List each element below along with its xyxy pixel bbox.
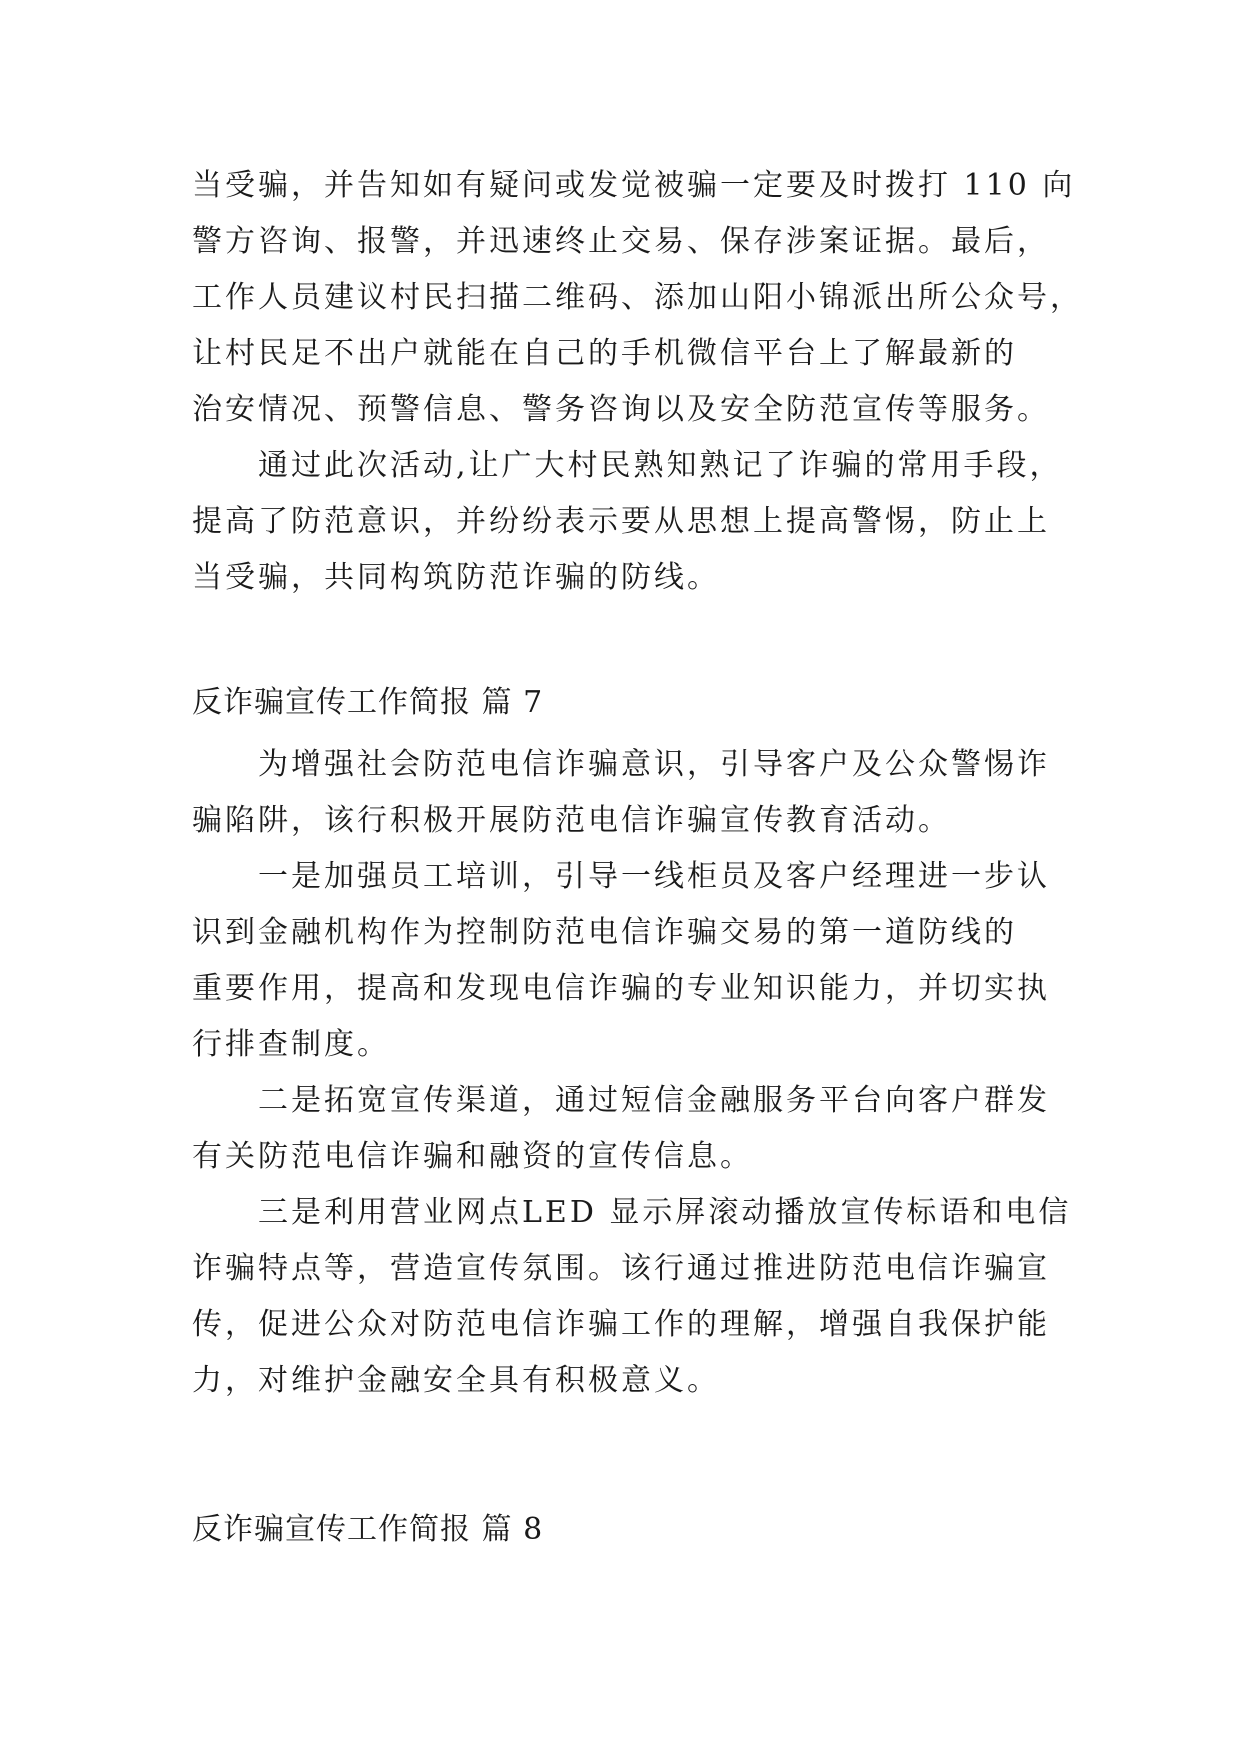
paragraph-point-1	[192, 849, 1077, 1073]
text-line: 识到金融机构作为控制防范电信诈骗交易的第一道防线的	[192, 915, 1017, 950]
text-line: 当受骗，并告知如有疑问或发觉被骗一定要及时拨打 110 向	[192, 168, 1076, 203]
text-line: 让村民足不出户就能在自己的手机微信平台上了解最新的	[192, 336, 1017, 371]
text-line: 诈骗特点等，营造宣传氛围。该行通过推进防范电信诈骗宣	[192, 1251, 1050, 1286]
text-line: 重要作用，提高和发现电信诈骗的专业知识能力，并切实执	[192, 971, 1050, 1006]
text-line: 传，促进公众对防范电信诈骗工作的理解，增强自我保护能	[192, 1307, 1050, 1342]
paragraph-summary	[192, 438, 1077, 606]
paragraph-intro	[192, 737, 1077, 849]
text-line: 治安情况、预警信息、警务咨询以及安全防范宣传等服务。	[192, 392, 1050, 427]
text-line: 二是拓宽宣传渠道，通过短信金融服务平台向客户群发	[258, 1083, 1050, 1118]
section-heading-7: 反诈骗宣传工作简报 篇 7	[192, 685, 544, 720]
text-line: 提高了防范意识，并纷纷表示要从思想上提高警惕，防止上	[192, 504, 1050, 539]
text-line: 为增强社会防范电信诈骗意识，引导客户及公众警惕诈	[258, 747, 1050, 782]
text-line: 骗陷阱，该行积极开展防范电信诈骗宣传教育活动。	[192, 803, 951, 838]
text-line: 警方咨询、报警，并迅速终止交易、保存涉案证据。最后，	[192, 224, 1050, 259]
paragraph-continuation	[192, 158, 1083, 438]
paragraph-point-2	[192, 1073, 1077, 1185]
section-heading-8: 反诈骗宣传工作简报 篇 8	[192, 1512, 544, 1547]
text-line: 当受骗，共同构筑防范诈骗的防线。	[192, 560, 720, 595]
text-line: 通过此次活动,让广大村民熟知熟记了诈骗的常用手段，	[258, 448, 1063, 483]
text-line: 力，对维护金融安全具有积极意义。	[192, 1363, 720, 1398]
text-line: 有关防范电信诈骗和融资的宣传信息。	[192, 1139, 753, 1174]
text-line: 工作人员建议村民扫描二维码、添加山阳小锦派出所公众号，	[192, 280, 1083, 315]
text-line: 三是利用营业网点LED 显示屏滚动播放宣传标语和电信	[258, 1195, 1072, 1230]
paragraph-point-3	[192, 1185, 1077, 1409]
text-line: 一是加强员工培训，引导一线柜员及客户经理进一步认	[258, 859, 1050, 894]
text-line: 行排查制度。	[192, 1027, 390, 1062]
